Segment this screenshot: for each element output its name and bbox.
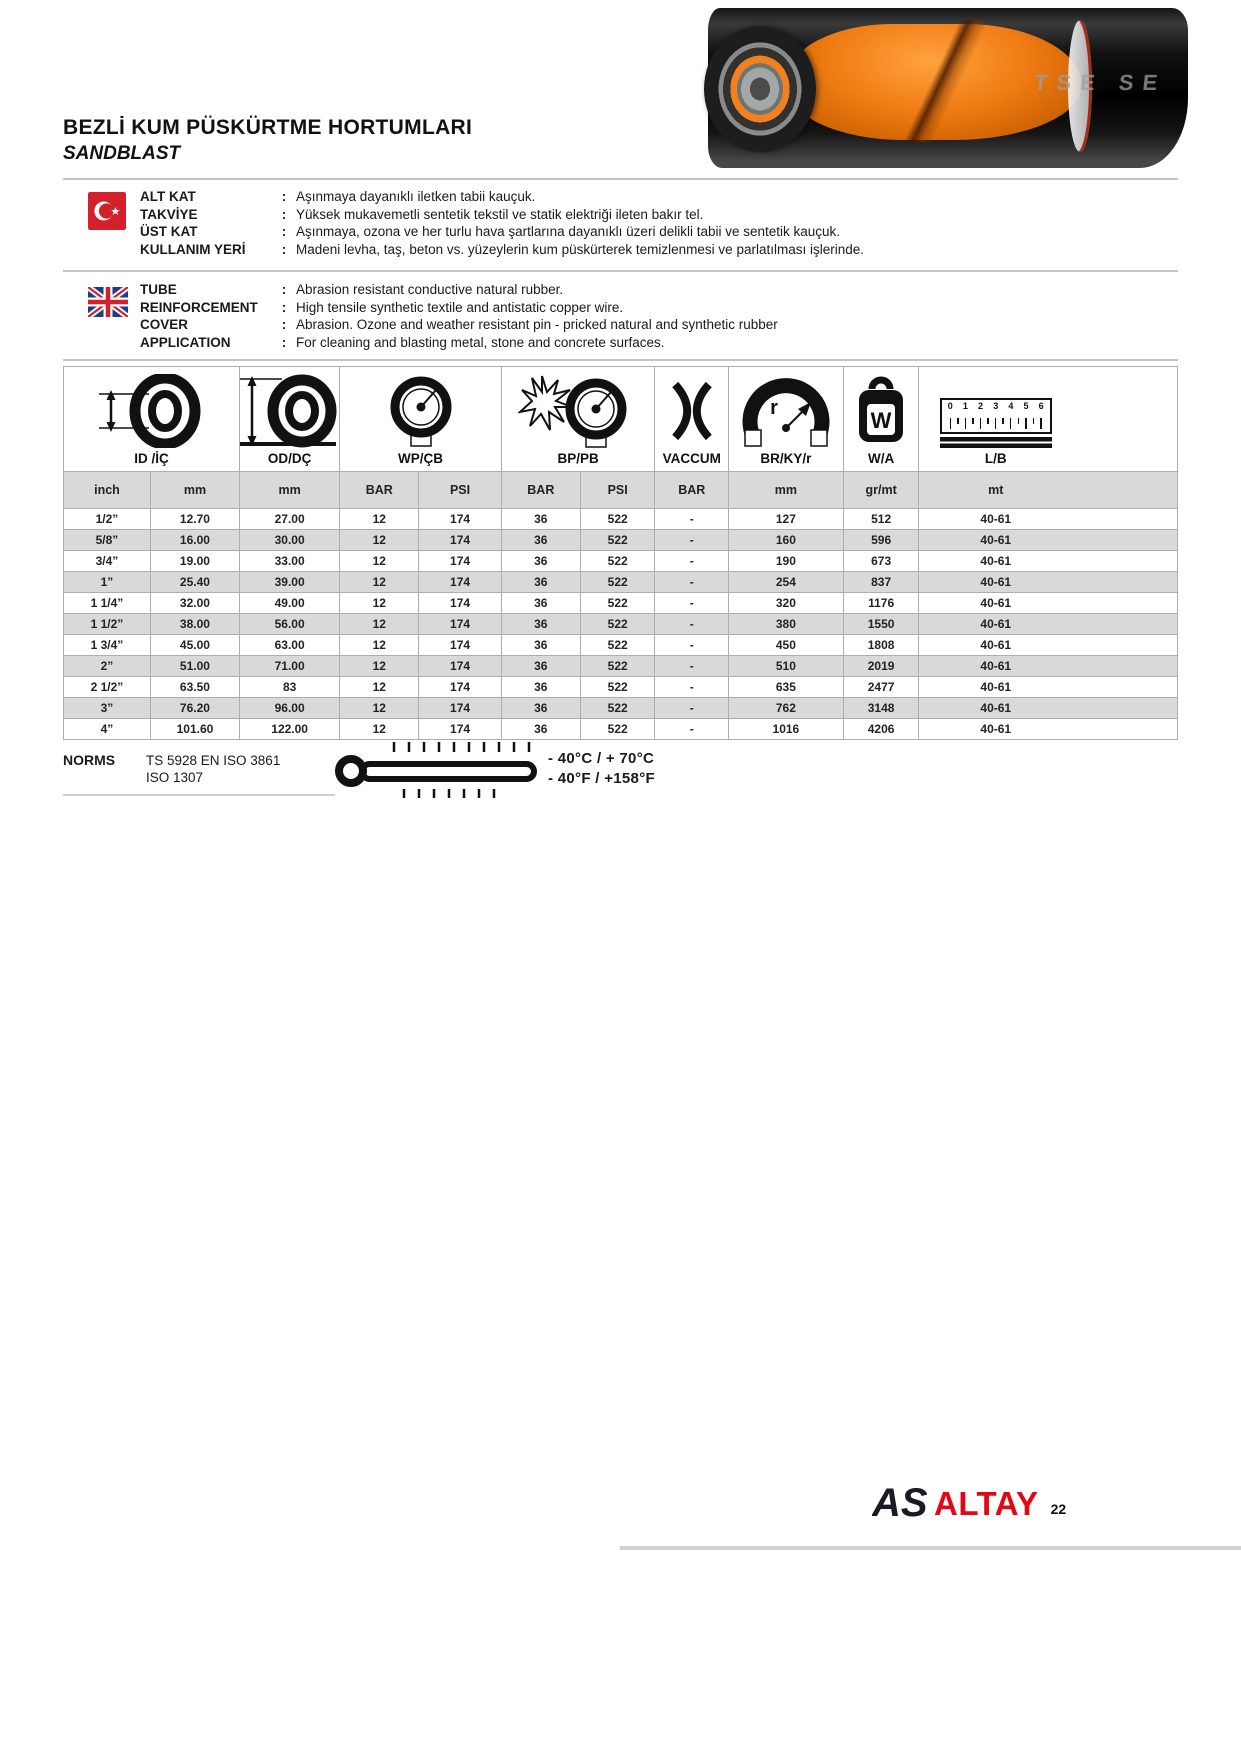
table-cell: 36 bbox=[501, 656, 580, 677]
weight-icon bbox=[851, 374, 911, 448]
table-cell: 2 1/2” bbox=[64, 677, 151, 698]
spec-row bbox=[140, 299, 1180, 317]
ruler-tick bbox=[965, 418, 967, 429]
spec-label: APPLICATION bbox=[140, 334, 231, 350]
spec-colon: : bbox=[281, 334, 287, 350]
spec-text: For cleaning and blasting metal, stone and concrete surfaces. bbox=[296, 334, 665, 350]
unit-cell: PSI bbox=[419, 472, 501, 509]
ruler-tick bbox=[987, 418, 989, 424]
table-cell: 5/8” bbox=[64, 530, 151, 551]
table-cell: - bbox=[655, 551, 729, 572]
spec-text: Abrasion. Ozone and weather resistant pin - pricked natural and synthetic rubber bbox=[296, 317, 778, 332]
table-cell: 122.00 bbox=[240, 719, 340, 740]
spec-colon: : bbox=[281, 206, 287, 222]
tse-watermark: TSE SE bbox=[1032, 70, 1168, 95]
table-cell: 512 bbox=[843, 509, 919, 530]
table-row bbox=[64, 551, 1178, 572]
table-cell: 4” bbox=[64, 719, 151, 740]
col-weight bbox=[843, 367, 919, 472]
spec-colon: : bbox=[281, 189, 287, 204]
table-cell: 174 bbox=[419, 656, 501, 677]
burst-pressure-icon bbox=[518, 374, 638, 448]
hose-photo bbox=[708, 8, 1188, 168]
spec-colon: : bbox=[281, 317, 287, 332]
vacuum-icon bbox=[656, 374, 728, 448]
table-cell: 36 bbox=[501, 719, 580, 740]
page-title-english: SANDBLAST bbox=[63, 143, 181, 164]
table-cell: 36 bbox=[501, 530, 580, 551]
table-row bbox=[64, 635, 1178, 656]
table-cell: 12 bbox=[340, 593, 419, 614]
spec-colon: : bbox=[281, 299, 287, 315]
table-cell: 380 bbox=[729, 614, 844, 635]
table-cell: - bbox=[655, 677, 729, 698]
specs-tr-rows bbox=[140, 188, 1180, 258]
spec-label: ALT KAT bbox=[140, 189, 196, 204]
spec-text: Madeni levha, taş, beton vs. yüzeylerin kum püskürterek temizlenmesi ve parlatılması işlerinde. bbox=[296, 241, 864, 257]
table-cell: 3/4” bbox=[64, 551, 151, 572]
table-cell: 1” bbox=[64, 572, 151, 593]
table-cell: 174 bbox=[419, 530, 501, 551]
table-cell: 39.00 bbox=[240, 572, 340, 593]
table-cell: 320 bbox=[729, 593, 844, 614]
table-row bbox=[64, 572, 1178, 593]
page-title-turkish: BEZLİ KUM PÜSKÜRTME HORTUMLARI bbox=[63, 116, 473, 139]
table-cell: 522 bbox=[580, 551, 655, 572]
specs-en-rows bbox=[140, 281, 1180, 351]
column-group-label: BR/KY/r bbox=[760, 451, 812, 466]
ruler-tick bbox=[1033, 418, 1035, 424]
table-cell: 174 bbox=[419, 698, 501, 719]
ruler-number: 0 bbox=[947, 401, 953, 411]
table-cell: 40-61 bbox=[919, 719, 1178, 740]
ruler-tick bbox=[1040, 418, 1042, 429]
table-row bbox=[64, 509, 1178, 530]
table-cell: 2” bbox=[64, 656, 151, 677]
ruler-tick bbox=[957, 418, 959, 424]
table-cell: 174 bbox=[419, 572, 501, 593]
ruler-ticks bbox=[946, 418, 1046, 430]
table-cell: 36 bbox=[501, 572, 580, 593]
col-vacuum bbox=[655, 367, 729, 472]
table-cell: 522 bbox=[580, 530, 655, 551]
norms-standards bbox=[146, 752, 280, 786]
table-cell: 522 bbox=[580, 593, 655, 614]
divider bbox=[63, 178, 1178, 180]
temperature-fahrenheit: - 40°F / +158°F bbox=[548, 770, 655, 787]
table-cell: - bbox=[655, 509, 729, 530]
spec-table bbox=[63, 366, 1178, 740]
spec-label: COVER bbox=[140, 317, 189, 332]
table-cell: - bbox=[655, 698, 729, 719]
table-cell: 38.00 bbox=[150, 614, 239, 635]
working-pressure-icon bbox=[381, 374, 461, 448]
table-cell: 40-61 bbox=[919, 572, 1178, 593]
table-cell: 450 bbox=[729, 635, 844, 656]
spec-row bbox=[140, 241, 1180, 259]
divider bbox=[63, 270, 1178, 272]
table-cell: 510 bbox=[729, 656, 844, 677]
table-cell: 45.00 bbox=[150, 635, 239, 656]
unit-cell: mm bbox=[729, 472, 844, 509]
turkey-flag-icon bbox=[88, 192, 126, 230]
altay-logo-icon bbox=[872, 1480, 934, 1522]
table-cell: 1 3/4” bbox=[64, 635, 151, 656]
bend-radius-icon bbox=[736, 368, 836, 448]
spec-colon: : bbox=[281, 241, 287, 257]
table-cell: 71.00 bbox=[240, 656, 340, 677]
table-cell: 51.00 bbox=[150, 656, 239, 677]
table-cell: 1808 bbox=[843, 635, 919, 656]
table-cell: 3” bbox=[64, 698, 151, 719]
table-row bbox=[64, 593, 1178, 614]
table-cell: 40-61 bbox=[919, 635, 1178, 656]
table-cell: 174 bbox=[419, 614, 501, 635]
temperature-celsius: - 40°C / + 70°C bbox=[548, 750, 655, 767]
table-cell: 36 bbox=[501, 635, 580, 656]
table-cell: 76.20 bbox=[150, 698, 239, 719]
table-cell: 1176 bbox=[843, 593, 919, 614]
table-cell: 96.00 bbox=[240, 698, 340, 719]
ruler-tick bbox=[1010, 418, 1012, 429]
svg-text:r: r bbox=[769, 397, 778, 419]
spec-colon: : bbox=[281, 224, 287, 239]
hose-cross-section bbox=[704, 26, 816, 152]
norms-line: ISO 1307 bbox=[146, 770, 204, 785]
ruler-icon bbox=[940, 398, 1052, 434]
table-cell: 36 bbox=[501, 509, 580, 530]
table-cell: 36 bbox=[501, 698, 580, 719]
hose-spiral-mark bbox=[858, 20, 1028, 142]
table-cell: 25.40 bbox=[150, 572, 239, 593]
spec-text: Yüksek mukavemetli sentetik tekstil ve statik elektriği ileten bakır tel. bbox=[296, 206, 704, 222]
unit-cell: inch bbox=[64, 472, 151, 509]
table-cell: 522 bbox=[580, 656, 655, 677]
table-cell: 635 bbox=[729, 677, 844, 698]
spec-row bbox=[140, 223, 1180, 241]
ruler-number: 5 bbox=[1023, 401, 1029, 411]
table-cell: 40-61 bbox=[919, 530, 1178, 551]
column-group-label: WP/ÇB bbox=[398, 451, 443, 466]
inner-diameter-icon bbox=[97, 374, 207, 448]
unit-cell: BAR bbox=[340, 472, 419, 509]
ruler-tick bbox=[950, 418, 952, 429]
unit-cell: BAR bbox=[501, 472, 580, 509]
outer-diameter-icon bbox=[238, 374, 342, 448]
table-cell: 40-61 bbox=[919, 656, 1178, 677]
table-cell: 40-61 bbox=[919, 614, 1178, 635]
unit-cell: gr/mt bbox=[843, 472, 919, 509]
table-cell: - bbox=[655, 593, 729, 614]
footer bbox=[872, 1480, 1066, 1522]
table-cell: 174 bbox=[419, 719, 501, 740]
table-cell: 12 bbox=[340, 677, 419, 698]
table-cell: - bbox=[655, 572, 729, 593]
col-bend-radius bbox=[729, 367, 844, 472]
spec-row bbox=[140, 316, 1180, 334]
table-cell: 127 bbox=[729, 509, 844, 530]
table-cell: 12 bbox=[340, 614, 419, 635]
table-cell: 160 bbox=[729, 530, 844, 551]
table-cell: 40-61 bbox=[919, 509, 1178, 530]
spec-label: KULLANIM YERİ bbox=[140, 241, 246, 257]
table-row bbox=[64, 656, 1178, 677]
ruler-tick bbox=[1018, 418, 1020, 424]
table-cell: 1/2” bbox=[64, 509, 151, 530]
svg-text:AS: AS bbox=[872, 1481, 928, 1522]
spec-text: Aşınmaya dayanıklı iletken tabii kauçuk. bbox=[296, 189, 536, 204]
norms-label: NORMS bbox=[63, 752, 116, 768]
spec-colon: : bbox=[281, 282, 287, 297]
page-number: 22 bbox=[1050, 1501, 1067, 1517]
ruler-number: 6 bbox=[1038, 401, 1044, 411]
unit-cell: mm bbox=[240, 472, 340, 509]
unit-cell: BAR bbox=[655, 472, 729, 509]
table-cell: 174 bbox=[419, 635, 501, 656]
ruler-number: 3 bbox=[993, 401, 999, 411]
table-cell: 3148 bbox=[843, 698, 919, 719]
table-cell: 32.00 bbox=[150, 593, 239, 614]
table-cell: 40-61 bbox=[919, 551, 1178, 572]
table-cell: 33.00 bbox=[240, 551, 340, 572]
table-cell: 522 bbox=[580, 509, 655, 530]
table-row bbox=[64, 677, 1178, 698]
spec-text: Abrasion resistant conductive natural rubber. bbox=[296, 282, 564, 297]
column-group-label: OD/DÇ bbox=[267, 451, 312, 466]
table-cell: 56.00 bbox=[240, 614, 340, 635]
spec-row bbox=[140, 281, 1180, 299]
table-cell: 12 bbox=[340, 719, 419, 740]
ruler-number: 1 bbox=[962, 401, 968, 411]
brand-name: ALTAY bbox=[934, 1485, 1039, 1522]
svg-text:W: W bbox=[870, 408, 892, 433]
ruler-number: 4 bbox=[1008, 401, 1014, 411]
table-cell: - bbox=[655, 530, 729, 551]
column-group-label: W/A bbox=[867, 451, 895, 466]
table-cell: 49.00 bbox=[240, 593, 340, 614]
table-cell: - bbox=[655, 719, 729, 740]
spec-text: High tensile synthetic textile and antistatic copper wire. bbox=[296, 299, 624, 315]
table-cell: 12 bbox=[340, 635, 419, 656]
table-cell: 522 bbox=[580, 614, 655, 635]
specs-turkish bbox=[140, 188, 1180, 258]
table-cell: 40-61 bbox=[919, 593, 1178, 614]
table-row bbox=[64, 719, 1178, 740]
col-burst-pressure bbox=[501, 367, 655, 472]
unit-cell: mm bbox=[150, 472, 239, 509]
table-cell: 63.00 bbox=[240, 635, 340, 656]
table-cell: 522 bbox=[580, 719, 655, 740]
table-cell: 12 bbox=[340, 551, 419, 572]
table-cell: 174 bbox=[419, 677, 501, 698]
table-cell: 12 bbox=[340, 698, 419, 719]
divider bbox=[63, 794, 335, 796]
table-cell: 12 bbox=[340, 509, 419, 530]
ruler-bar bbox=[940, 437, 1052, 448]
norms-line: TS 5928 EN ISO 3861 bbox=[146, 753, 281, 768]
spec-table-body bbox=[64, 509, 1178, 740]
table-cell: 762 bbox=[729, 698, 844, 719]
table-cell: 4206 bbox=[843, 719, 919, 740]
column-group-label: VACCUM bbox=[662, 451, 721, 466]
column-group-label: ID /İÇ bbox=[134, 451, 169, 466]
table-cell: 63.50 bbox=[150, 677, 239, 698]
col-working-pressure bbox=[340, 367, 502, 472]
table-cell: 101.60 bbox=[150, 719, 239, 740]
table-cell: 30.00 bbox=[240, 530, 340, 551]
table-row bbox=[64, 614, 1178, 635]
table-cell: 673 bbox=[843, 551, 919, 572]
table-cell: - bbox=[655, 635, 729, 656]
spec-row bbox=[140, 188, 1180, 206]
temperature-range bbox=[548, 749, 655, 789]
table-cell: 2477 bbox=[843, 677, 919, 698]
table-cell: 1 1/4” bbox=[64, 593, 151, 614]
table-cell: 1016 bbox=[729, 719, 844, 740]
table-cell: 522 bbox=[580, 635, 655, 656]
table-cell: 596 bbox=[843, 530, 919, 551]
ruler-tick bbox=[1002, 418, 1004, 424]
ruler-tick bbox=[995, 418, 997, 429]
icon-header-row bbox=[64, 367, 1178, 472]
table-cell: 522 bbox=[580, 677, 655, 698]
spec-text: Aşınmaya, ozona ve her turlu hava şartlarına dayanıklı üzeri delikli tabii ve sentetik kauçuk. bbox=[296, 224, 841, 239]
column-group-label: BP/PB bbox=[557, 451, 599, 466]
ruler-tick bbox=[972, 418, 974, 424]
table-cell: 174 bbox=[419, 593, 501, 614]
unit-cell: PSI bbox=[580, 472, 655, 509]
ruler-number: 2 bbox=[978, 401, 984, 411]
table-cell: 36 bbox=[501, 551, 580, 572]
table-cell: 522 bbox=[580, 572, 655, 593]
table-cell: 522 bbox=[580, 698, 655, 719]
table-cell: 12 bbox=[340, 572, 419, 593]
table-cell: 1 1/2” bbox=[64, 614, 151, 635]
spec-label: REINFORCEMENT bbox=[140, 299, 258, 315]
table-cell: 36 bbox=[501, 614, 580, 635]
table-cell: 1550 bbox=[843, 614, 919, 635]
specs-english bbox=[140, 281, 1180, 351]
table-cell: 254 bbox=[729, 572, 844, 593]
uk-flag-icon bbox=[88, 287, 128, 317]
spec-label: TAKVİYE bbox=[140, 206, 198, 222]
table-cell: 27.00 bbox=[240, 509, 340, 530]
ruler-tick bbox=[1025, 418, 1027, 429]
table-cell: 12 bbox=[340, 656, 419, 677]
table-cell: - bbox=[655, 614, 729, 635]
spec-label: ÜST KAT bbox=[140, 224, 198, 239]
table-cell: 40-61 bbox=[919, 698, 1178, 719]
spec-row bbox=[140, 206, 1180, 224]
spec-label: TUBE bbox=[140, 282, 177, 297]
table-row bbox=[64, 698, 1178, 719]
col-inner-diameter bbox=[64, 367, 240, 472]
temperature-range-icon bbox=[332, 740, 544, 800]
table-cell: 36 bbox=[501, 593, 580, 614]
table-cell: 19.00 bbox=[150, 551, 239, 572]
ruler-numbers bbox=[946, 401, 1046, 411]
table-cell: 83 bbox=[240, 677, 340, 698]
table-cell: 12 bbox=[340, 530, 419, 551]
page-edge-strip bbox=[620, 1546, 1241, 1550]
col-length bbox=[919, 367, 1178, 472]
col-outer-diameter bbox=[240, 367, 340, 472]
table-row bbox=[64, 530, 1178, 551]
table-cell: 2019 bbox=[843, 656, 919, 677]
divider bbox=[63, 359, 1178, 361]
spec-row bbox=[140, 334, 1180, 352]
column-group-label: L/B bbox=[984, 451, 1007, 466]
table-cell: 837 bbox=[843, 572, 919, 593]
table-cell: 16.00 bbox=[150, 530, 239, 551]
unit-cell: mt bbox=[919, 472, 1178, 509]
table-cell: 190 bbox=[729, 551, 844, 572]
table-cell: - bbox=[655, 656, 729, 677]
table-cell: 40-61 bbox=[919, 677, 1178, 698]
table-cell: 174 bbox=[419, 551, 501, 572]
table-cell: 12.70 bbox=[150, 509, 239, 530]
ruler-tick bbox=[980, 418, 982, 429]
units-row bbox=[64, 472, 1178, 509]
table-cell: 36 bbox=[501, 677, 580, 698]
table-cell: 174 bbox=[419, 509, 501, 530]
